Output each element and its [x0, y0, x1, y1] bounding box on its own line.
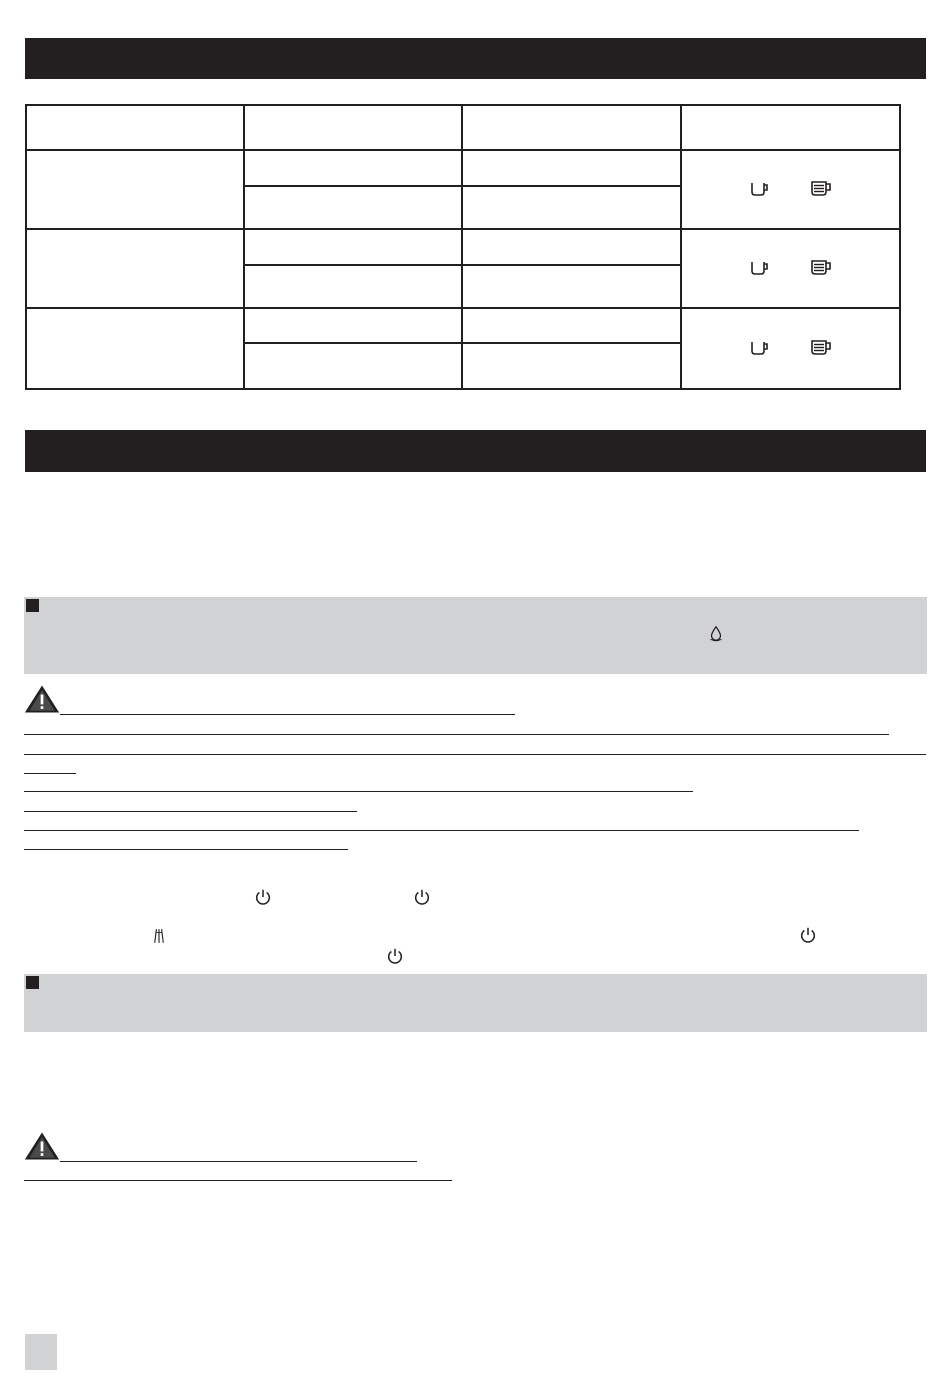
- table-cell: [462, 150, 681, 185]
- table-group-label: [26, 229, 244, 308]
- table-group-label: [26, 150, 244, 229]
- table-header-cell: [462, 105, 681, 150]
- section-header-1: [25, 38, 926, 79]
- table-header-row: [26, 105, 900, 150]
- table-group-label: [26, 308, 244, 389]
- warning-triangle-icon: [24, 684, 60, 714]
- table-cell: [462, 229, 681, 264]
- note-box-2: [24, 974, 927, 1032]
- settings-table: [25, 104, 901, 390]
- note-box-1: [24, 597, 927, 674]
- table-cell: [244, 229, 462, 264]
- warning-underline: [60, 1161, 417, 1162]
- table-cell: [244, 308, 462, 343]
- table-cell: [244, 150, 462, 185]
- warning-underline: [24, 849, 348, 850]
- steam-icon: [153, 927, 165, 945]
- warning-underline: [24, 754, 926, 755]
- warning-underline: [24, 1180, 452, 1181]
- cup-icon: [750, 259, 770, 275]
- table-icon-cell: [681, 229, 900, 308]
- mug-icon: [810, 339, 832, 355]
- cup-icon: [750, 180, 770, 196]
- table-icon-cell: [681, 150, 900, 229]
- warning-underline: [24, 773, 76, 774]
- warning-underline: [24, 734, 889, 735]
- warning-underline: [24, 811, 357, 812]
- mug-icon: [810, 180, 832, 196]
- section-header-2: [25, 430, 926, 472]
- table-cell: [244, 265, 462, 308]
- table-cell: [244, 186, 462, 229]
- power-icon: [254, 888, 272, 906]
- page-number-box: [25, 1334, 57, 1370]
- mug-icon: [810, 259, 832, 275]
- table-cell: [244, 343, 462, 389]
- table-cell: [462, 343, 681, 389]
- table-row: [26, 150, 900, 185]
- warning-triangle-icon: [24, 1131, 60, 1161]
- table-header-cell: [681, 105, 900, 150]
- note-bullet-square: [26, 599, 39, 612]
- table-cell: [462, 265, 681, 308]
- power-icon: [386, 947, 404, 965]
- table-row: [26, 308, 900, 343]
- table-cell: [462, 186, 681, 229]
- table-header-cell: [244, 105, 462, 150]
- power-icon: [799, 926, 817, 944]
- table-header-cell: [26, 105, 244, 150]
- table-icon-cell: [681, 308, 900, 389]
- note-bullet-square: [26, 976, 39, 989]
- cup-icon: [750, 339, 770, 355]
- power-icon: [413, 888, 431, 906]
- warning-underline: [60, 714, 515, 715]
- water-drop-icon: [707, 624, 725, 642]
- table-cell: [462, 308, 681, 343]
- warning-underline: [24, 791, 693, 792]
- table-row: [26, 229, 900, 264]
- warning-underline: [24, 830, 859, 831]
